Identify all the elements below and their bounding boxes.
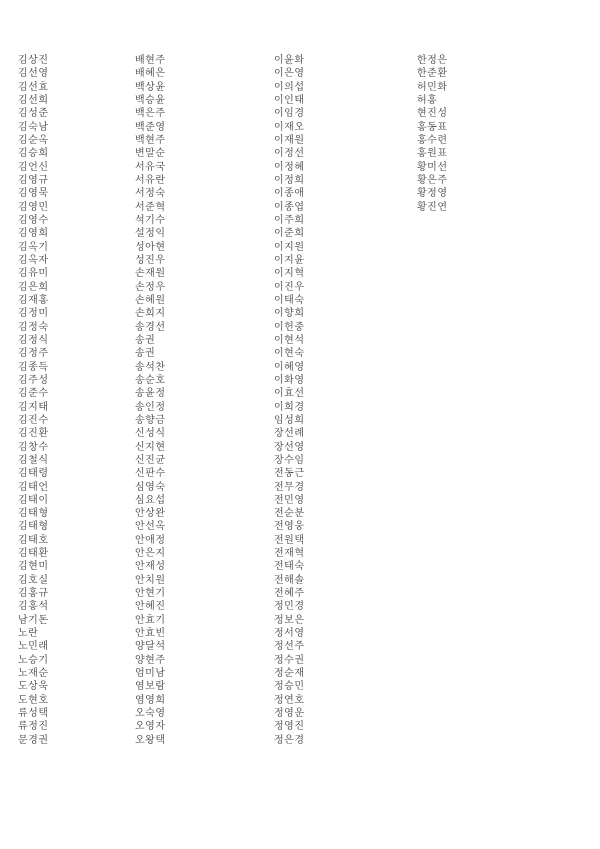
name-item: 이의섭	[274, 81, 305, 93]
name-item: 염보람	[135, 681, 166, 693]
name-item: 남기돈	[18, 614, 49, 626]
name-item: 송권	[135, 334, 156, 346]
name-item: 이재오	[274, 121, 305, 133]
name-item: 이정선	[274, 148, 305, 160]
name-item: 김종득	[18, 361, 49, 373]
name-item: 전순분	[274, 508, 305, 520]
name-item: 김재홍	[18, 294, 49, 306]
name-item: 김성준	[18, 108, 49, 120]
name-item: 전원택	[274, 534, 305, 546]
name-item: 손희지	[135, 308, 166, 320]
name-item: 안치원	[135, 574, 166, 586]
name-item: 김태령	[18, 468, 49, 480]
name-item: 김현미	[18, 561, 49, 573]
name-item: 이현숙	[274, 348, 305, 360]
name-item: 이은영	[274, 68, 305, 80]
name-item: 문경권	[18, 734, 49, 746]
name-item: 이지원	[274, 241, 305, 253]
name-item: 황진연	[417, 201, 448, 213]
name-item: 이효선	[274, 388, 305, 400]
name-item: 송인정	[135, 401, 166, 413]
name-item: 전민영	[274, 494, 305, 506]
name-item: 김태환	[18, 548, 49, 560]
name-item: 홍동표	[417, 121, 448, 133]
name-item: 도상욱	[18, 681, 49, 693]
name-item: 신지현	[135, 441, 166, 453]
name-column-4	[417, 54, 447, 214]
name-item: 김태언	[18, 481, 49, 493]
name-item: 김진환	[18, 428, 49, 440]
name-item: 정연호	[274, 694, 305, 706]
name-item: 손재원	[135, 268, 166, 280]
name-item: 성아현	[135, 241, 166, 253]
name-item: 허민화	[417, 81, 448, 93]
name-item: 송경선	[135, 321, 166, 333]
name-item: 이헌중	[274, 321, 305, 333]
name-item: 김옥자	[18, 254, 49, 266]
name-item: 이정희	[274, 174, 305, 186]
name-item: 이지윤	[274, 254, 305, 266]
name-item: 안선옥	[135, 521, 166, 533]
name-item: 안혜진	[135, 601, 166, 613]
name-item: 석기수	[135, 214, 166, 226]
name-item: 백은주	[135, 108, 166, 120]
name-item: 김선희	[18, 94, 49, 106]
name-item: 안효기	[135, 614, 166, 626]
name-item: 김영규	[18, 174, 49, 186]
name-item: 이재원	[274, 134, 305, 146]
name-item: 정수권	[274, 654, 305, 666]
name-item: 정은경	[274, 734, 305, 746]
name-item: 손혜원	[135, 294, 166, 306]
name-item: 장선영	[274, 441, 305, 453]
name-item: 이주희	[274, 214, 305, 226]
name-item: 송향금	[135, 414, 166, 426]
name-item: 오영자	[135, 721, 166, 733]
name-item: 정보은	[274, 614, 305, 626]
name-item: 안은지	[135, 548, 166, 560]
name-column-1	[18, 54, 48, 747]
name-item: 이인태	[274, 94, 305, 106]
name-item: 김지태	[18, 401, 49, 413]
name-item: 성진우	[135, 254, 166, 266]
name-item: 김정숙	[18, 321, 49, 333]
name-item: 송권	[135, 348, 156, 360]
name-item: 김옥기	[18, 241, 49, 253]
name-item: 김유미	[18, 268, 49, 280]
name-item: 백준영	[135, 121, 166, 133]
name-item: 서정숙	[135, 188, 166, 200]
name-item: 한정은	[417, 55, 448, 66]
name-item: 장수임	[274, 454, 305, 466]
name-item: 백승윤	[135, 94, 166, 106]
name-item: 정승민	[274, 681, 305, 693]
name-item: 김태형	[18, 521, 49, 533]
name-item: 이진우	[274, 281, 305, 293]
name-item: 김영민	[18, 201, 49, 213]
name-item: 김진수	[18, 414, 49, 426]
name-item: 김승희	[18, 148, 49, 160]
name-item: 정선주	[274, 641, 305, 653]
name-item: 서유국	[135, 161, 166, 173]
name-item: 배현주	[135, 55, 166, 66]
name-item: 이현석	[274, 334, 305, 346]
name-item: 정민경	[274, 601, 305, 613]
name-item: 이정혜	[274, 161, 305, 173]
name-item: 김선효	[18, 81, 49, 93]
name-item: 송석찬	[135, 361, 166, 373]
name-item: 오숙영	[135, 708, 166, 720]
name-item: 김상진	[18, 55, 49, 66]
name-item: 전혜주	[274, 588, 305, 600]
name-item: 정순재	[274, 668, 305, 680]
name-item: 정영운	[274, 708, 305, 720]
name-item: 이혜영	[274, 361, 305, 373]
name-item: 김영수	[18, 214, 49, 226]
name-item: 김태형	[18, 508, 49, 520]
name-item: 김숙남	[18, 121, 49, 133]
name-item: 백상윤	[135, 81, 166, 93]
name-item: 이종엽	[274, 201, 305, 213]
name-item: 김은희	[18, 281, 49, 293]
name-item: 설정익	[135, 228, 166, 240]
name-item: 노란	[18, 628, 39, 640]
name-item: 신진균	[135, 454, 166, 466]
name-item: 류성택	[18, 708, 49, 720]
name-item: 안재성	[135, 561, 166, 573]
name-item: 오왕택	[135, 734, 166, 746]
name-item: 배혜은	[135, 68, 166, 80]
name-item: 장선례	[274, 428, 305, 440]
name-item: 이준희	[274, 228, 305, 240]
name-item: 심영숙	[135, 481, 166, 493]
name-item: 이임경	[274, 108, 305, 120]
name-item: 안현기	[135, 588, 166, 600]
name-item: 염영희	[135, 694, 166, 706]
name-item: 양현주	[135, 654, 166, 666]
name-item: 안효빈	[135, 628, 166, 640]
name-item: 노승기	[18, 654, 49, 666]
name-item: 손정우	[135, 281, 166, 293]
name-item: 서유란	[135, 174, 166, 186]
name-item: 황정영	[417, 188, 448, 200]
name-item: 임성희	[274, 414, 305, 426]
name-item: 이향희	[274, 308, 305, 320]
name-item: 김철식	[18, 454, 49, 466]
name-item: 홍수련	[417, 134, 448, 146]
name-item: 김정식	[18, 334, 49, 346]
name-item: 황미선	[417, 161, 448, 173]
name-item: 김창수	[18, 441, 49, 453]
name-item: 김순옥	[18, 134, 49, 146]
name-item: 엄미남	[135, 668, 166, 680]
name-item: 심요섭	[135, 494, 166, 506]
name-item: 류정진	[18, 721, 49, 733]
name-item: 김선영	[18, 68, 49, 80]
name-item: 김주성	[18, 374, 49, 386]
name-item: 양달석	[135, 641, 166, 653]
name-item: 백현주	[135, 134, 166, 146]
name-item: 신판수	[135, 468, 166, 480]
name-item: 홍원표	[417, 148, 448, 160]
name-item: 이윤화	[274, 55, 305, 66]
name-item: 김영희	[18, 228, 49, 240]
name-item: 서준혁	[135, 201, 166, 213]
name-item: 송순호	[135, 374, 166, 386]
name-item: 허홍	[417, 94, 438, 106]
name-item: 이지혁	[274, 268, 305, 280]
name-item: 전동근	[274, 468, 305, 480]
name-item: 전태숙	[274, 561, 305, 573]
name-item: 이희경	[274, 401, 305, 413]
name-item: 김영묵	[18, 188, 49, 200]
name-item: 황은주	[417, 174, 448, 186]
name-item: 안애정	[135, 534, 166, 546]
name-item: 김홍석	[18, 601, 49, 613]
name-item: 노재순	[18, 668, 49, 680]
name-item: 전해솔	[274, 574, 305, 586]
name-column-2	[135, 54, 165, 747]
name-item: 김언신	[18, 161, 49, 173]
name-item: 이태숙	[274, 294, 305, 306]
name-item: 김준수	[18, 388, 49, 400]
name-item: 김태이	[18, 494, 49, 506]
name-item: 전영웅	[274, 521, 305, 533]
name-item: 정서영	[274, 628, 305, 640]
name-item: 도현호	[18, 694, 49, 706]
name-item: 이화영	[274, 374, 305, 386]
name-column-3	[274, 54, 304, 747]
name-item: 김정주	[18, 348, 49, 360]
name-item: 현진성	[417, 108, 448, 120]
name-item: 송윤정	[135, 388, 166, 400]
name-item: 노민래	[18, 641, 49, 653]
name-item: 김태호	[18, 534, 49, 546]
name-item: 신성식	[135, 428, 166, 440]
name-item: 김정미	[18, 308, 49, 320]
name-item: 안상완	[135, 508, 166, 520]
name-item: 김홍규	[18, 588, 49, 600]
name-item: 한준환	[417, 68, 448, 80]
name-item: 전재혁	[274, 548, 305, 560]
name-item: 이종애	[274, 188, 305, 200]
name-item: 김호실	[18, 574, 49, 586]
name-item: 정영진	[274, 721, 305, 733]
name-item: 변말순	[135, 148, 166, 160]
name-item: 전무경	[274, 481, 305, 493]
